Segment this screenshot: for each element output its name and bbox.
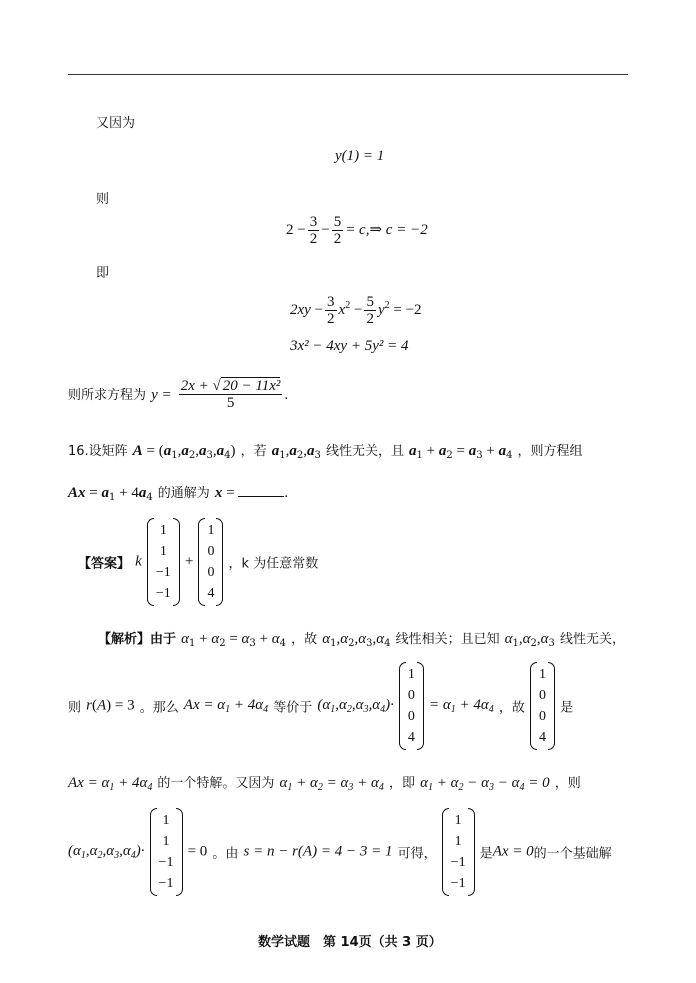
vd-0: 1 [454, 813, 462, 828]
text-dengjia: 等价于 [273, 700, 313, 716]
text-jiwei: ，即 [389, 776, 416, 791]
analysis-dep: ，故 [291, 632, 318, 647]
va-3: 4 [407, 730, 415, 745]
eq-4: 3x² − 4xy + 5y² = 4 [290, 338, 409, 354]
eq-c-rhs: = c,⇒ c = −2 [345, 221, 428, 238]
v2-2: 0 [207, 565, 215, 580]
y-num-a: 2x + [180, 378, 213, 394]
text-particular: 的一个特解。又因为 [157, 776, 275, 791]
analysis-line1: 【解析】由于 $\alpha_1 + \alpha_2 = \alpha_3 + \alpha_4$ ，故 $\alpha_1,\alpha_2,\alpha_3,\alpha_4$ 线性相关；且已知 $\alpha_1,\alpha_2,\alpha_3$ 线性无关， [98, 631, 626, 649]
eq-y1: y(1) = 1 [335, 148, 385, 164]
va-1: 0 [407, 688, 415, 703]
answer-vector-2 [198, 518, 223, 606]
text-namo: 。那么 [139, 700, 179, 716]
vb-1: 0 [538, 688, 546, 703]
text-ji: 即 [96, 266, 110, 281]
analysis-vector-d [442, 808, 475, 896]
text-shi-2: 是 [479, 846, 493, 862]
analysis-line3: $Ax = \alpha_1 + 4\alpha_4$ 的一个特解。又因为 $\alpha_1 + \alpha_2 = \alpha_3 + \alpha_4$ ，即 $\alpha_1 + \alpha_2 - \alpha_3 - \alpha_4 = 0$ ，则 [68, 775, 581, 793]
v1-1: 1 [159, 544, 167, 559]
text-kede: 可得， [397, 846, 437, 862]
answer-line: 【答案】 k 1 1 −1 −1 + 1 0 0 4 ，k 为任意常数 [78, 518, 318, 606]
answer-tail: ，k 为任意常数 [228, 556, 319, 572]
va-0: 1 [407, 667, 415, 682]
vc-1: 1 [162, 834, 170, 849]
answer-blank [238, 484, 284, 497]
eq-c: 2 − $\frac{3}{2}$ − $\frac{5}{2}$ = c,⇒ c = −2 [286, 214, 428, 247]
analysis-indep: 线性无关， [560, 632, 626, 647]
text-basis: 的一个基础解 [533, 846, 612, 862]
question-16-line1: 16.设矩阵 $A = (a_1,a_2,a_3,a_4)$ ，若 $a_1,a_2,a_3$ 线性无关，且 $a_1 + a_2 = a_3 + a_4$ ，则方程组 [68, 443, 583, 461]
q16-prefix: 16.设矩阵 [68, 444, 128, 459]
analysis-vector-c [150, 808, 183, 896]
analysis-vector-b [530, 662, 555, 750]
answer-label: 【答案】 [78, 556, 131, 572]
vb-2: 0 [538, 709, 546, 724]
text-ze2: 则 [68, 700, 82, 716]
v1-3: −1 [155, 586, 171, 601]
text-ze: 则 [96, 192, 110, 207]
page-footer: 数学试题 第 14页（共 3 页） [258, 935, 442, 950]
vc-0: 1 [162, 813, 170, 828]
text-you: 。由 [212, 846, 239, 862]
text-youyinwei: 又因为 [96, 116, 136, 131]
y-num-b: 20 − 11x² [222, 378, 281, 394]
v1-0: 1 [159, 523, 167, 538]
text-shi: 是 [560, 700, 574, 716]
eq-3-rhs: = −2 [393, 301, 422, 318]
solution-line: 则所求方程为 y = $\frac{\text{2x + √ 20 − 11x²}}{5}$ . [68, 378, 289, 411]
vb-0: 1 [538, 667, 546, 682]
vd-3: −1 [450, 876, 466, 891]
answer-vector-1 [147, 518, 180, 606]
vd-1: 1 [454, 834, 462, 849]
question-16-line2: $Ax = a_1 + 4a_4$ 的通解为 x = . [68, 485, 289, 503]
q16-indep: 线性无关，且 [325, 444, 404, 459]
analysis-line4: $(\alpha_1,\alpha_2,\alpha_3,\alpha_4)\cdot$ 1 1 −1 −1 = 0 。由 s = n − r(A) = 4 − 3 = 1 可得， 1 1 −1 −1 是Ax = 0的一个基础解 [68, 808, 612, 896]
v1-2: −1 [155, 565, 171, 580]
header-rule [68, 74, 628, 75]
q16-if: ，若 [240, 444, 267, 459]
v2-3: 4 [207, 586, 215, 601]
text-ze3: ，则 [554, 776, 581, 791]
v2-0: 1 [207, 523, 215, 538]
v2-1: 0 [207, 544, 215, 559]
y-fraction: $\frac{\text{2x + √ 20 − 11x²}}{5}$ [180, 378, 281, 411]
analysis-line2: 则 r(A) = 3 。那么 $Ax = \alpha_1 + 4\alpha_4$ 等价于 $(\alpha_1,\alpha_2,\alpha_3,\alpha_4)\cdot$ 1 0 0 4 = $\alpha_1 + 4\alpha_4$ ，故 1 0 0 4 是 [68, 662, 573, 750]
vb-3: 4 [538, 730, 546, 745]
y-den: 5 [226, 395, 235, 411]
vd-2: −1 [450, 855, 466, 870]
text-suoqiu: 则所求方程为 [68, 388, 147, 403]
q16-general: 的通解为 [157, 486, 210, 501]
q16-then: ，则方程组 [517, 444, 583, 459]
vc-2: −1 [158, 855, 174, 870]
analysis-dep2: 线性相关；且已知 [395, 632, 500, 647]
eq-3: 2xy − $\frac{3}{2}$ $x^2$ − $\frac{5}{2}$ $y^2 = -2$ [290, 294, 422, 327]
va-2: 0 [407, 709, 415, 724]
analysis-vector-a [399, 662, 424, 750]
vc-3: −1 [158, 876, 174, 891]
analysis-label: 【解析】由于 [98, 632, 177, 647]
text-gu: ，故 [498, 700, 525, 716]
